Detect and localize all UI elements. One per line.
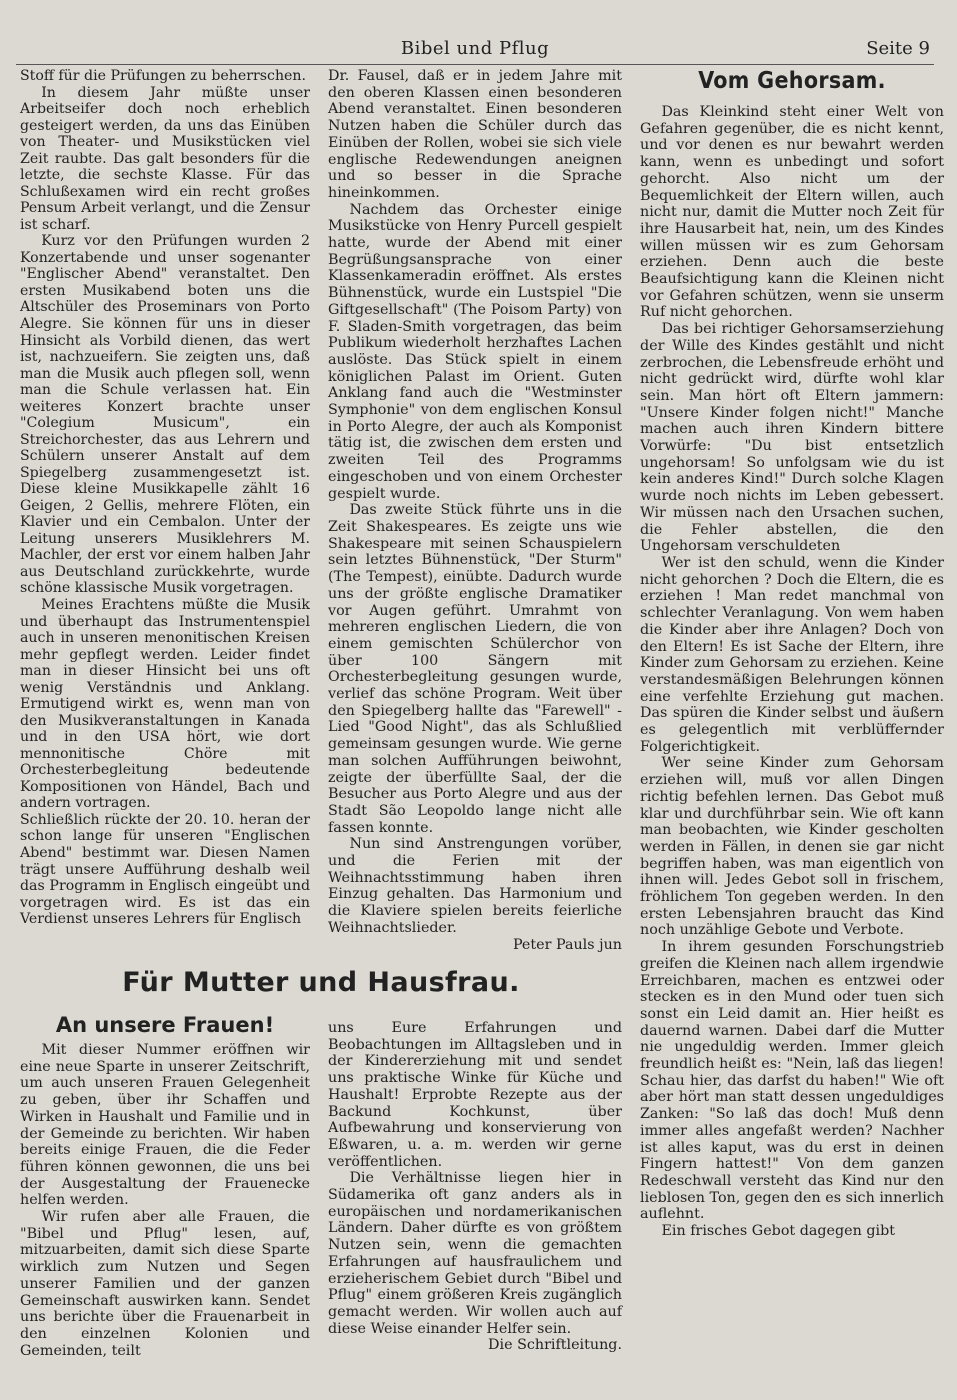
paragraph: Dr. Fausel, daß er in jedem Jahre mit den oberen Klassen einen besonderen Abend veranstaltet. Einen besonderen Nutzen haben die Schüler durch das Einüben der Rollen, wobei sie sich viele englische Redewendungen aneignen und so besser in die Sprache hineinkommen.	[328, 68, 622, 201]
paragraph: Das bei richtiger Gehorsamserziehung der Wille des Kindes gestählt und nicht zerbrochen, die Lebensfreude erhöht und nicht gedrückt wird, dürfte wohl klar sein. Man hört oft Eltern jammern: "Unsere Kinder folgen nicht!" Manche machen auch ihren Kindern bittere Vorwürfe: "Du bist entsetzlich ungehorsam! So unfolgsam wie du ist kein anderes Kind!" Durch solche Klagen wurde noch nichts im Leben gebessert. Wir müssen nach den Ursachen suchen, die Fehler abstellen, die den Ungehorsam verschuldeten	[640, 321, 944, 555]
editor-signature: Die Schriftleitung.	[488, 1337, 622, 1354]
article-column-2	[328, 68, 622, 964]
paragraph: Ein frisches Gebot dagegen gibt	[661, 1223, 895, 1240]
frauen-column-1	[20, 1042, 310, 1372]
frauen-column-2	[328, 1020, 622, 1372]
paragraph: Mit dieser Nummer eröffnen wir eine neue Sparte in unserer Zeitschrift, um auch unseren Frauen Gelegenheit zu geben, über ihr Schaffen und Wirken in Haushalt und Familie und in der Gemeinde zu berichten. Wir haben bereits einige Frauen, die die Feder führen können gewonnen, die uns bei der Ausgestaltung der Frauenecke helfen werden.	[20, 1042, 310, 1209]
paragraph: In ihrem gesunden Forschungstrieb greifen die Kleinen nach allem irgendwie Erreichbaren, machen es entzwei oder stecken es in den Mund oder tuen sich sonst ein Leid damit an. Hier heißt es dauernd warnen. Dabei darf die Mutter nie ungeduldig werden. Immer gleich freundlich heißt es: "Nein, laß das liegen! Schau hier, das darfst du haben!" Wie oft aber hört man statt dessen ungeduldiges Zanken: "So laß das doch! Muß denn immer alles angefaßt werden? Nachher ist alles kaput, was du erst in deinen Fingern hattest!" Von dem ganzen Redeschwall versteht das Kind nur den lieblosen Ton, gegen den es sich innerlich auflehnt.	[640, 939, 944, 1223]
paragraph: Wir rufen aber alle Frauen, die "Bibel und Pflug" lesen, auf, mitzuarbeiten, damit sich diese Sparte wirklich zum Nutzen und Segen unserer Familien und der ganzen Gemeinschaft auswirken kann. Sendet uns berichte über die Frauenarbeit in den einzelnen Kolonien und Gemeinden, teilt	[20, 1209, 310, 1359]
paragraph: Das zweite Stück führte uns in die Zeit Shakespeares. Es zeigte uns wie Shakespeare mit seinen Schauspielern sein letztes Bühnenstück, "Der Sturm" (The Tempest), einübte. Dadurch wurde uns der größte englische Dramatiker vor Augen geführt. Umrahmt von mehreren englischen Liedern, die von einem gemischten Schülerchor von über 100 Sängern mit Orchesterbegleitung gesungen wurde, verlief das schöne Program. Weit über den Spiegelberg hallte das "Farewell" - Lied "Good Night", das als Schlußlied gemeinsam gesungen wurde. Wie gerne man solchen Aufführungen beiwohnt, zeigte der überfüllte Saal, der die Besucher aus Porto Alegre und aus der Stadt São Leopoldo lange nicht alle fassen konnte.	[328, 502, 622, 836]
paragraph: Meines Erachtens müßte die Musik und überhaupt das Instrumentenspiel auch in unseren menonitischen Kreisen mehr gepflegt werden. Leider findet man in dieser Hinsicht bei uns oft wenig Verständnis und Anklang. Ermutigend wirkt es, wenn man von den Musikveranstaltungen in Kanada und in den USA hört, wie dort mennonitische Chöre mit Orchesterbegleitung bedeutende Kompositionen von Händel, Bach und andern vortragen.	[20, 597, 310, 812]
paragraph: Nun sind Anstrengungen vorüber, und die Ferien mit der Weihnachtsstimmung haben ihren Einzug gehalten. Das Harmonium und die Klaviere spielen bereits feierliche Weihnachtslieder.	[328, 836, 622, 936]
article-column-1	[20, 68, 310, 964]
paragraph: Wer seine Kinder zum Gehorsam erziehen will, muß vor allen Dingen richtig befehlen lernen. Das Gebot muß klar und durchführbar sein. Wie oft kann man beobachten, wie Kinder gescholten werden in Fällen, in denen sie gar nicht begriffen haben, was man eigentlich von ihnen will. Jedes Gebot soll in frischem, fröhlichem Ton gegeben werden. In den ersten Lebensjahren braucht das Kind noch unzählige Gebote und Verbote.	[640, 755, 944, 939]
paragraph: Wer ist den schuld, wenn die Kinder nicht gehorchen ? Doch die Eltern, die es erziehen ! Man redet manchmal von schlechter Veranlagung. Von wem haben die Kinder aber ihre Anlagen? Doch von den Eltern! Es ist Sache der Eltern, ihre Kinder zum Gehorsam zu erziehen. Keine verstandesmäßigen Belehrungen können eine verfehlte Erziehung gut machen. Das spüren die Kinder selbst und äußern es gelegentlich mit verblüffernder Folgerichtigkeit.	[640, 554, 944, 755]
running-header	[16, 34, 934, 65]
section-title: Für Mutter und Hausfrau.	[122, 967, 520, 998]
article-title-frauen: An unsere Frauen!	[55, 1013, 275, 1037]
paragraph: Das Kleinkind steht einer Welt von Gefahren gegenüber, die es nicht kennt, und vor denen es nur bewahrt werden kann, wenn es unbedingt und sofort gehorcht. Also nicht um der Bequemlichkeit der Eltern willen, auch nicht nur, damit die Mutter noch Zeit für ihre Hausarbeit hat, nein, um des Kindes willen müssen wir es zum Gehorsam erziehen. Denn auch die beste Beaufsichtigung kann die Kleinen nicht vor Gefahren schützen, wenn sie unserm Ruf nicht gehorchen.	[640, 104, 944, 321]
paragraph: Stoff für die Prüfungen zu beherrschen.	[20, 68, 307, 84]
paragraph: Kurz vor den Prüfungen wurden 2 Konzertabende und unser sogenanter "Englischer Abend" veranstaltet. Den ersten Musikabend boten uns die Altschüler des Proseminars von Porto Alegre. Sie können für uns in dieser Hinsicht als Vorbild dienen, das wert ist, nachzueifern. Sie zeigten uns, daß man die Musik auch pflegen soll, wenn man die Schule verlassen hat. Ein weiteres Konzert brachte unser "Colegium Musicum", ein Streichorchester, das aus Lehrern und Schülern unserer Anstalt auf dem Spiegelberg zusammengesetzt ist. Diese kleine Musikkapelle zählt 16 Geigen, 2 Gellis, mehrere Flöten, ein Klavier und ein Cembalon. Unter der Leitung unserers Musiklehrers M. Machler, der erst vor einem halben Jahr aus Deutschland zurückkehrte, wurde schöne klassische Musik vorgetragen.	[20, 233, 310, 597]
article-column-3	[640, 68, 944, 1392]
paragraph: Schließlich rückte der 20. 10. heran der schon lange für unseren "Englischen Abend" bestimmt war. Diesen Namen trägt unsere Aufführung deshalb weil das Programm in Englisch eingeübt und vorgetragen wird. Es ist das ein Verdienst unseres Lehrers für Englisch	[20, 811, 310, 928]
author-signature: Peter Pauls jun	[512, 936, 622, 953]
page-number: Seite 9	[866, 38, 930, 59]
article-title-gehorsam: Vom Gehorsam.	[698, 68, 886, 94]
paragraph: Die Verhältnisse liegen hier in Südamerika oft ganz anders als in europäischen und nordamerikanischen Ländern. Daher dürfte es von größtem Nutzen sein, wenn die gemachten Erfahrungen auf hausfraulichem und erzieherischem Gebiet durch "Bibel und Pflug" einem größeren Kreis zugänglich gemacht werden. Wir wollen auch auf diese Weise einander Helfer sein.	[328, 1170, 622, 1337]
paragraph: uns Eure Erfahrungen und Beobachtungen im Alltagsleben und in der Kindererziehung mit und sendet uns praktische Winke für Küche und Haushalt! Erprobte Rezepte aus der Backund Kochkunst, über Aufbewahrung und konservierung von Eßwaren, u. a. m. werden wir gerne veröffentlichen.	[328, 1020, 622, 1170]
paragraph: In diesem Jahr müßte unser Arbeitseifer doch noch erheblich gesteigert werden, da uns das Einüben von Theater- und Musikstücken viel Zeit raubte. Das galt besonders für die letzte, die sechste Klasse. Für das Schlußexamen wird ein recht großes Pensum Arbeit verlangt, und die Zensur ist scharf.	[20, 84, 310, 233]
paragraph: Nachdem das Orchester einige Musikstücke von Henry Purcell gespielt hatte, wurde der Abend mit einer Begrüßungsansprache von einer Klassenkameradin eröffnet. Als erstes Bühnenstück, wurde ein Lustspiel "Die Giftgesellschaft" (The Poisom Party) von F. Sladen-Smith vorgetragen, das beim Publikum wiederholt herzhaftes Lachen auslöste. Das Stück spielt in einem königlichen Palast im Orient. Guten Anklang fand auch die "Westminster Symphonie" von dem englischen Konsul in Porto Alegre, der auch als Komponist tätig ist, die zwischen dem ersten und zweiten Teil des Programms eingeschoben und von einem Orchester gespielt wurde.	[328, 201, 622, 502]
publication-title: Bibel und Pflug	[400, 38, 550, 59]
